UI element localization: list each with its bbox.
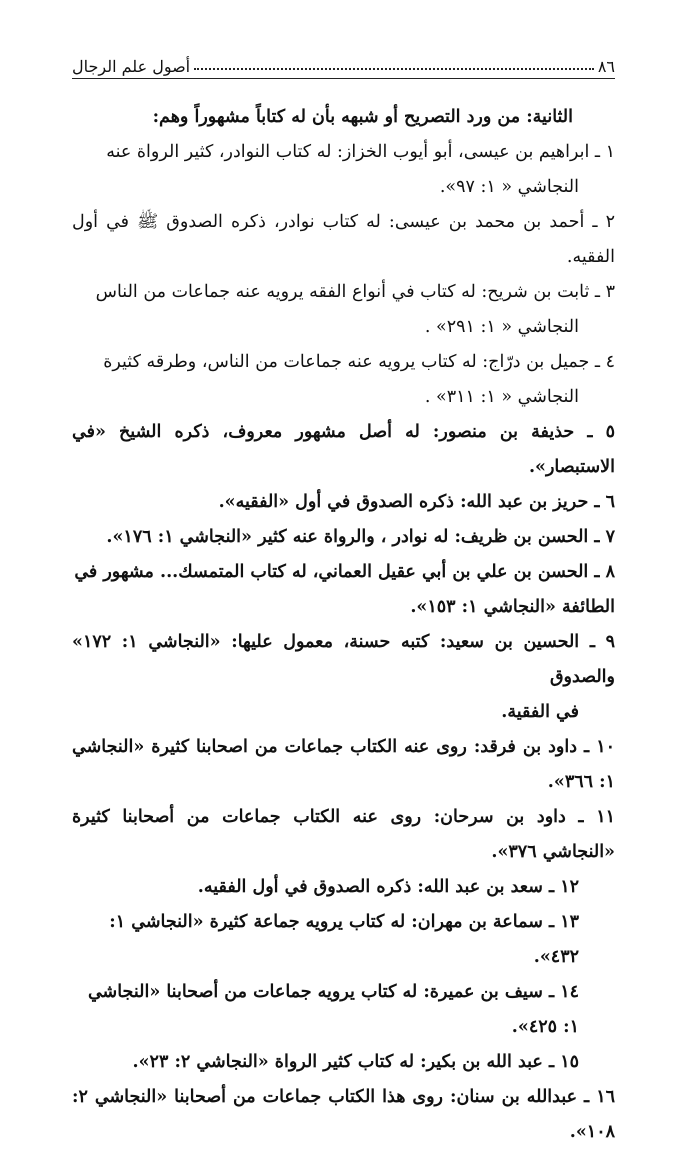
entry-line: ٩ ـ الحسين بن سعيد: كتبه حسنة، معمول عليها: «النجاشي ١: ١٧٢» والصدوق — [72, 632, 615, 687]
page-number: ٨٦ — [597, 57, 615, 76]
section-heading: الثانية: من ورد التصريح أو شبهه بأن له كتاباً مشهوراً وهم: — [152, 107, 573, 127]
entry-line: ٣ ـ ثابت بن شريح: له كتاب في أنواع الفقه يرويه عنه جماعات من الناس — [95, 282, 615, 302]
entry-line: ٦ ـ حريز بن عبد الله: ذكره الصدوق في أول «الفقيه». — [218, 492, 615, 512]
entry-line: ١١ ـ داود بن سرحان: روى عنه الكتاب جماعات من أصحابنا كثيرة «النجاشي ٣٧٦». — [72, 807, 615, 862]
entry-line: ٨ ـ الحسن بن علي بن أبي عقيل العماني، له كتاب المتمسك... مشهور في — [74, 562, 615, 582]
page-body — [72, 100, 615, 1150]
entry-continuation: في الفقية. — [501, 702, 579, 722]
entry-line: ١٦ ـ عبدالله بن سنان: روى هذا الكتاب جماعات من أصحابنا «النجاشي ٢: ١٠٨». — [72, 1087, 615, 1142]
running-title: أصول علم الرجال — [72, 57, 191, 76]
running-header — [72, 48, 615, 76]
entry-line: ١ ـ ابراهيم بن عيسى، أبو أيوب الخزاز: له كتاب النوادر، كثير الرواة عنه — [106, 142, 615, 162]
entry-line: ١٢ ـ سعد بن عبد الله: ذكره الصدوق في أول الفقيه. — [197, 877, 579, 897]
entry-list — [72, 135, 615, 1150]
entry-line: ١٤ ـ سيف بن عميرة: له كتاب يرويه جماعات من أصحابنا «النجاشي ١: ٤٢٥». — [87, 982, 579, 1037]
entry-line: ١٥ ـ عبد الله بن بكير: له كتاب كثير الرواة «النجاشي ٢: ٢٣». — [132, 1052, 579, 1072]
entry-continuation: النجاشي « ١: ٩٧». — [439, 177, 579, 197]
entry-line: ١٣ ـ سماعة بن مهران: له كتاب يرويه جماعة كثيرة «النجاشي ١: ٤٣٢». — [109, 912, 579, 967]
entry-line: ٤ ـ جميل بن درّاج: له كتاب يرويه عنه جماعات من الناس، وطرقه كثيرة — [103, 352, 615, 372]
entry-continuation: الطائفة «النجاشي ١: ١٥٣». — [410, 597, 615, 617]
entry-line: ٢ ـ أحمد بن محمد بن عيسى: له كتاب نوادر، ذكره الصدوق ﷺ في أول الفقيه. — [72, 212, 615, 267]
entry-continuation: النجاشي « ١: ٣١١» . — [424, 387, 579, 407]
entry-line: ١٠ ـ داود بن فرقد: روى عنه الكتاب جماعات من اصحابنا كثيرة «النجاشي ١: ٣٦٦». — [72, 737, 615, 792]
dot-leader — [194, 68, 594, 70]
entry-line: ٧ ـ الحسن بن ظريف: له نوادر ، والرواة عنه كثير «النجاشي ١: ١٧٦». — [106, 527, 615, 547]
header-rule — [72, 78, 615, 79]
entry-continuation: النجاشي « ١: ٢٩١» . — [424, 317, 579, 337]
entry-line: ٥ ـ حذيفة بن منصور: له أصل مشهور معروف، ذكره الشيخ «في الاستبصار». — [72, 422, 615, 477]
